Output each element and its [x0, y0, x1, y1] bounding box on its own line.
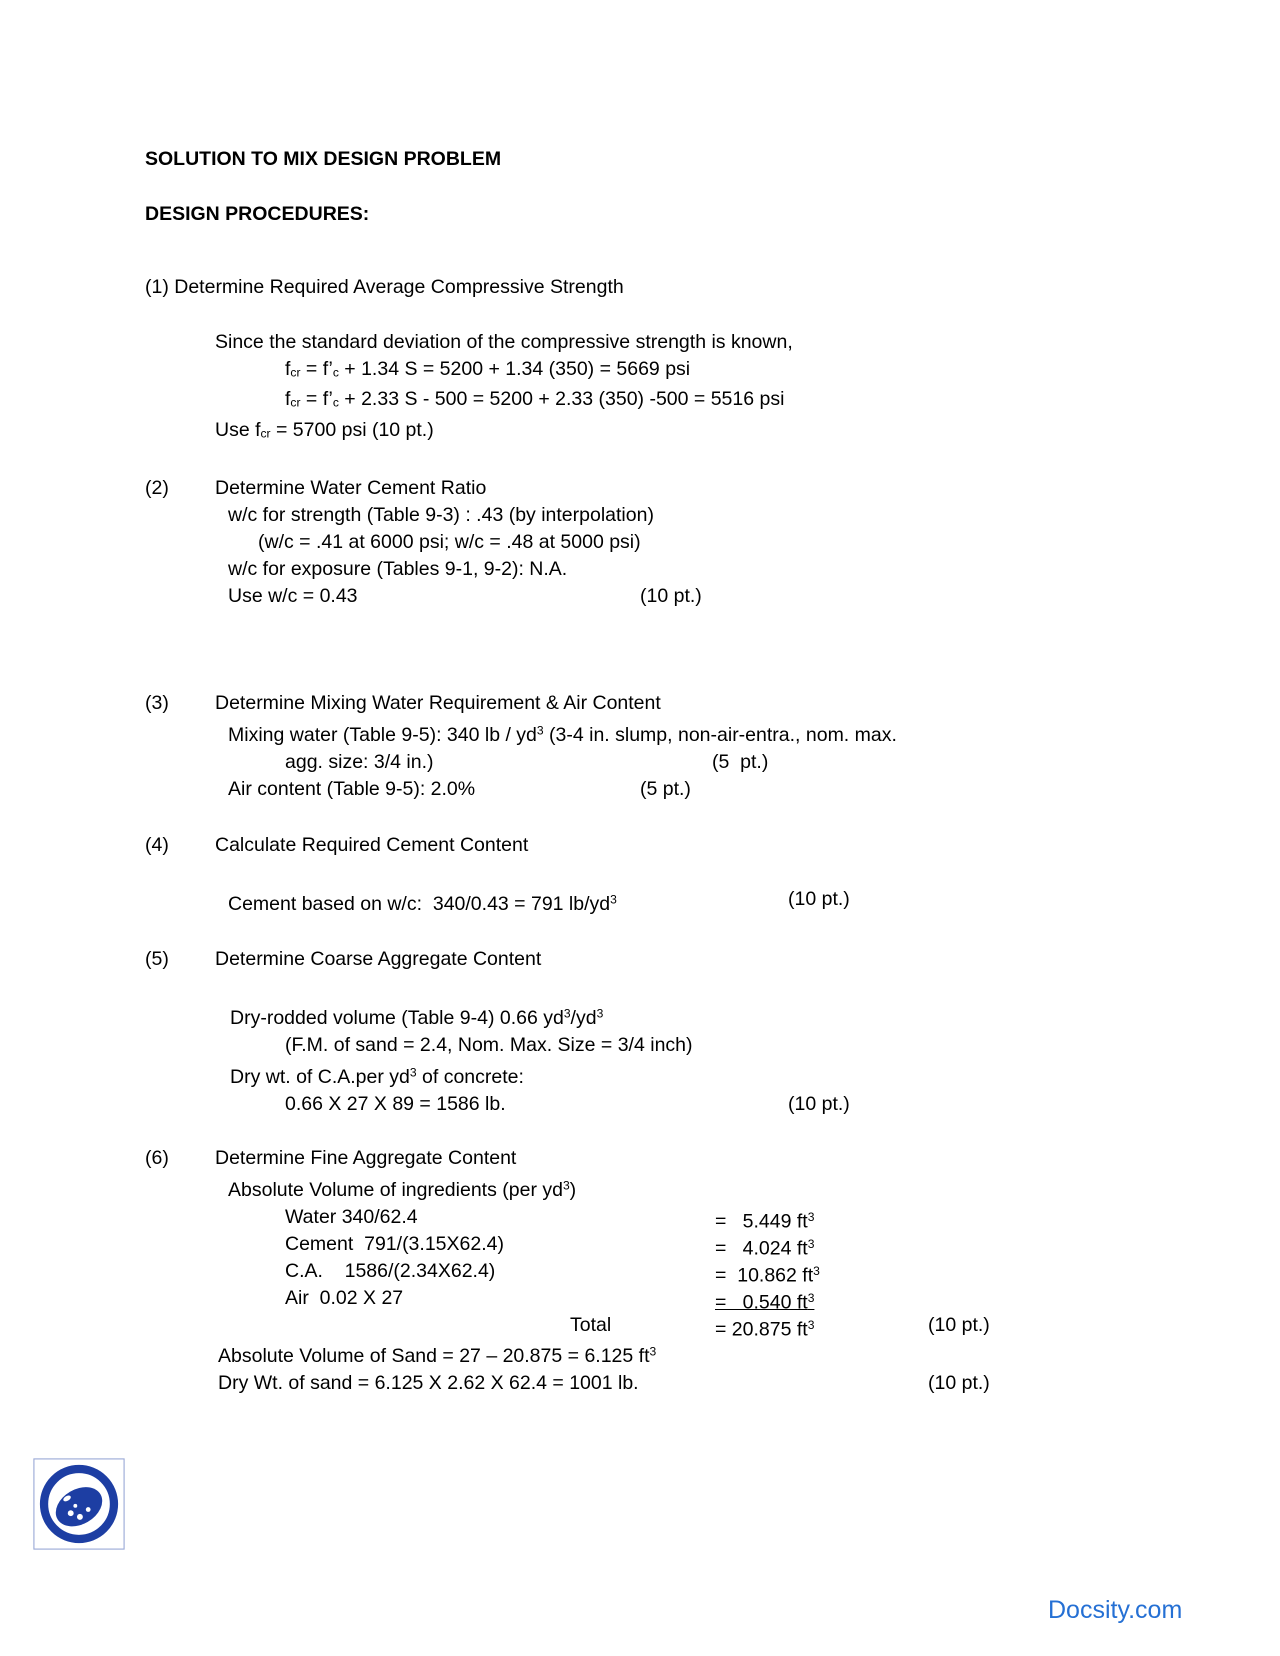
superscript: 3: [807, 1236, 815, 1251]
doc-line: [0, 274, 1280, 301]
text-run: w/c for strength (Table 9-3) : .43 (by interpolation): [228, 504, 654, 527]
text-run: = 4.024 ft: [715, 1237, 808, 1260]
text-run: Cement 791/(3.15X62.4): [285, 1232, 504, 1255]
text-segment: [228, 893, 617, 915]
text-segment: [145, 948, 169, 970]
doc-line: [0, 1370, 1280, 1397]
text-run: = 10.862 ft: [715, 1264, 814, 1287]
superscript: 3: [409, 1065, 417, 1080]
text-run: (4): [145, 833, 169, 856]
text-run: = 5700 psi (10 pt.): [270, 418, 434, 441]
text-run: Determine Water Cement Ratio: [215, 477, 487, 500]
doc-line: [0, 356, 1280, 386]
text-segment: [285, 1260, 495, 1282]
docsity-link[interactable]: Docsity.com: [1048, 1596, 1183, 1624]
doc-line: [0, 146, 1280, 173]
text-run: (10 pt.): [928, 1313, 990, 1336]
text-run: (1) Determine Required Average Compressive Strength: [145, 276, 624, 298]
text-run: (3-4 in. slump, non-air-entra., nom. max.: [543, 723, 897, 746]
doc-line: [0, 1059, 1280, 1091]
text-segment: [215, 946, 541, 973]
doc-line: [0, 556, 1280, 583]
text-run: (5): [145, 947, 169, 970]
docsity-logo: [33, 1458, 125, 1550]
text-run: + 2.33 S - 500 = 5200 + 2.33 (350) -500 = 5516 psi: [338, 388, 785, 411]
text-run: Determine Coarse Aggregate Content: [215, 947, 542, 970]
doc-line: [0, 417, 1280, 447]
text-run: DESIGN PROCEDURES:: [145, 203, 370, 225]
text-run: Dry-rodded volume (Table 9-4) 0.66 yd: [230, 1007, 564, 1030]
text-segment: [788, 886, 850, 913]
text-segment: [145, 148, 501, 170]
doc-line: [0, 1285, 1280, 1312]
text-segment: [228, 1179, 576, 1201]
text-run: + 1.34 S = 5200 + 1.34 (350) = 5669 psi: [338, 358, 691, 380]
text-segment: [228, 778, 475, 800]
text-run: /yd: [570, 1007, 597, 1030]
text-run: = 5.449 ft: [715, 1210, 808, 1233]
doc-line: [0, 1339, 1280, 1371]
text-run: of concrete:: [416, 1065, 524, 1088]
text-run: Calculate Required Cement Content: [215, 833, 529, 856]
text-run: agg. size: 3/4 in.): [285, 750, 434, 773]
doc-line: [0, 1145, 1280, 1172]
text-run: ): [569, 1178, 577, 1201]
text-run: (2): [145, 477, 169, 500]
text-run: f: [285, 358, 291, 380]
text-run: Determine Fine Aggregate Content: [215, 1146, 517, 1169]
superscript: 3: [807, 1317, 815, 1332]
doc-line: [0, 690, 1280, 717]
text-run: (10 pt.): [640, 585, 702, 608]
text-run: (5 pt.): [640, 777, 691, 800]
text-run: Water 340/62.4: [285, 1205, 418, 1228]
superscript: 3: [562, 1177, 570, 1192]
text-segment: [712, 749, 768, 776]
doc-line: [0, 832, 1280, 859]
text-segment: [640, 776, 691, 803]
subscript: c: [332, 395, 339, 410]
text-run: Total: [570, 1313, 612, 1336]
text-run: = f’: [300, 388, 333, 411]
superscript: 3: [563, 1006, 571, 1021]
text-segment: [215, 690, 661, 717]
doc-line: [0, 1312, 1280, 1339]
text-run: Dry Wt. of sand = 6.125 X 2.62 X 62.4 = 1001 lb.: [218, 1372, 639, 1395]
text-run: = f’: [300, 358, 333, 380]
text-segment: [285, 1233, 504, 1255]
doc-line: [0, 201, 1280, 228]
text-segment: [285, 1034, 693, 1056]
text-segment: [285, 1093, 506, 1115]
doc-line: [0, 1032, 1280, 1059]
text-segment: [228, 504, 654, 526]
doc-line: [0, 502, 1280, 529]
superscript: 3: [596, 1006, 604, 1021]
superscript: 3: [649, 1344, 657, 1359]
text-segment: [215, 832, 528, 859]
text-run: = 20.875 ft: [715, 1318, 808, 1341]
doc-line: [0, 1091, 1280, 1118]
text-run: Absolute Volume of ingredients (per yd: [228, 1178, 563, 1201]
text-segment: [145, 834, 169, 856]
text-segment: [215, 1145, 516, 1172]
doc-line: [0, 1204, 1280, 1231]
doc-line: [0, 1001, 1280, 1033]
text-run: f: [285, 388, 291, 411]
text-segment: [228, 558, 567, 580]
text-segment: [218, 1345, 656, 1367]
text-run: SOLUTION TO MIX DESIGN PROBLEM: [145, 148, 502, 170]
doc-line: [0, 583, 1280, 610]
superscript: 3: [813, 1263, 820, 1278]
text-run: (10 pt.): [928, 1372, 990, 1395]
document-body: [0, 146, 1280, 1397]
docsity-logo-icon: [33, 1458, 125, 1550]
text-segment: [215, 475, 486, 502]
subscript: cr: [290, 365, 301, 380]
doc-line: [0, 329, 1280, 356]
doc-line: [0, 946, 1280, 973]
text-segment: [788, 1091, 850, 1118]
subscript: c: [332, 365, 339, 380]
text-segment: [145, 203, 369, 225]
text-segment: [228, 724, 897, 746]
doc-line: [0, 717, 1280, 749]
text-segment: [285, 1206, 418, 1228]
text-run: (F.M. of sand = 2.4, Nom. Max. Size = 3/4 inch): [285, 1034, 693, 1057]
text-run: Use f: [215, 418, 261, 441]
superscript: 3: [536, 723, 544, 738]
doc-line: [0, 1231, 1280, 1258]
text-segment: [285, 751, 434, 773]
text-run: (w/c = .41 at 6000 psi; w/c = .48 at 5000 psi): [258, 531, 641, 554]
text-run: Use w/c = 0.43: [228, 585, 358, 608]
text-segment: [215, 331, 793, 353]
text-segment: [928, 1370, 990, 1397]
text-run: = 0.540 ft: [715, 1291, 808, 1314]
superscript: 3: [610, 891, 617, 906]
subscript: cr: [290, 395, 301, 410]
text-run: (6): [145, 1146, 169, 1169]
text-segment: [215, 419, 434, 441]
text-segment: [285, 1287, 403, 1309]
text-run: 0.66 X 27 X 89 = 1586 lb.: [285, 1092, 506, 1115]
doc-line: [0, 475, 1280, 502]
text-segment: [145, 1147, 169, 1169]
text-run: (5 pt.): [712, 750, 769, 773]
text-run: Mixing water (Table 9-5): 340 lb / yd: [228, 723, 537, 746]
text-segment: [145, 692, 169, 714]
text-segment: [570, 1314, 611, 1336]
text-segment: [285, 388, 784, 410]
text-run: Air content (Table 9-5): 2.0%: [228, 777, 476, 800]
subscript: cr: [260, 426, 271, 441]
text-segment: [218, 1372, 639, 1394]
text-run: C.A. 1586/(2.34X62.4): [285, 1259, 496, 1282]
doc-line: [0, 529, 1280, 556]
doc-line: [0, 886, 1280, 918]
text-run: Absolute Volume of Sand = 27 – 20.875 = 6.125 ft: [218, 1345, 650, 1368]
doc-line: [0, 1172, 1280, 1204]
doc-line: [0, 776, 1280, 803]
text-run: (10 pt.): [788, 887, 850, 910]
text-run: Air 0.02 X 27: [285, 1286, 404, 1309]
text-segment: [145, 477, 169, 499]
text-segment: [145, 276, 624, 298]
superscript: 3: [807, 1290, 815, 1305]
text-run: Since the standard deviation of the compressive strength is known,: [215, 331, 793, 353]
superscript: 3: [807, 1209, 815, 1224]
text-segment: [230, 1007, 603, 1029]
text-run: Dry wt. of C.A.per yd: [230, 1065, 410, 1088]
text-run: (3): [145, 692, 169, 715]
text-segment: [228, 585, 358, 607]
text-segment: [928, 1312, 990, 1339]
doc-line: [0, 386, 1280, 416]
text-segment: [640, 583, 702, 610]
text-run: (10 pt.): [788, 1092, 850, 1115]
text-segment: [230, 1066, 524, 1088]
text-run: Determine Mixing Water Requirement & Air Content: [215, 692, 661, 715]
text-segment: [258, 531, 641, 553]
text-run: w/c for exposure (Tables 9-1, 9-2): N.A.: [228, 558, 568, 581]
doc-line: [0, 749, 1280, 776]
text-run: Cement based on w/c: 340/0.43 = 791 lb/yd: [228, 892, 611, 915]
text-segment: [285, 358, 690, 380]
doc-line: [0, 1258, 1280, 1285]
